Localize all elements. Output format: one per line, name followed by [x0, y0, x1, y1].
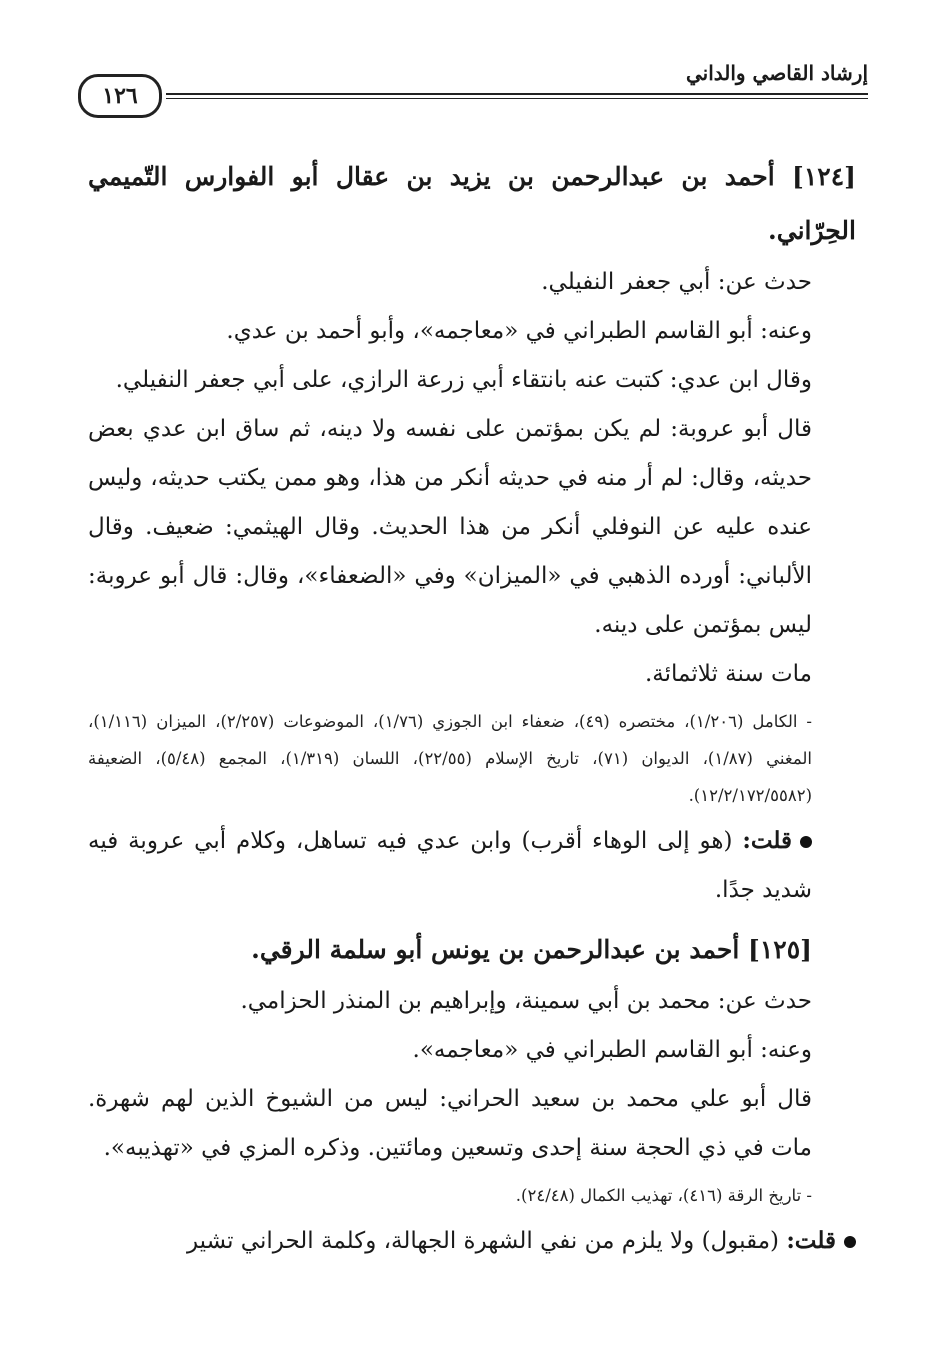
- book-title: إرشاد القاصي والداني: [685, 61, 868, 85]
- page-number: ١٢٦: [78, 74, 162, 118]
- entry-125-title: [١٢٥] أحمد بن عبدالرحمن بن يونس أبو سلمة الرقي.: [251, 935, 812, 964]
- bullet-icon: [844, 1236, 856, 1248]
- entry-125-assessment: قال أبو علي محمد بن سعيد الحراني: ليس من الشيوخ الذين لهم شهرة. مات في ذي الحجة سنة إحدى وتسعين ومائتين. وذكره المزي في «تهذيبه».: [88, 1086, 812, 1161]
- entry-124-assessment: قال أبو عروبة: لم يكن بمؤتمن على نفسه ولا دينه، ثم ساق ابن عدي بعض حديثه، وقال: لم أر منه في حديثه أنكر من هذا، وهو ممن يكتب حديثه، وليس عنده عليه عن النوفلي أنكر من هذا الحديث. وقال الهيثمي: ضعيف. وقال الألباني: أورده الذهبي في «الميزان» وفي «الضعفاء»، وقال: قال أبو عروبة: ليس بمؤتمن على دينه.: [88, 416, 812, 638]
- entry-125-narrated-from: حدث عن: محمد بن أبي سمينة، وإبراهيم بن المنذر الحزامي.: [240, 988, 812, 1014]
- header-rule: [166, 93, 868, 95]
- entry-124-narrators: وعنه: أبو القاسم الطبراني في «معاجمه»، وأبو أحمد بن عدي.: [226, 318, 812, 344]
- entry-124-title: [١٢٤] أحمد بن عبدالرحمن بن يزيد بن عقال أبو الفوارس التّميمي الحِرّاني.: [88, 162, 856, 245]
- running-header: [78, 55, 868, 115]
- entry-125-sources: - تاريخ الرقة (٤١٦)، تهذيب الكمال (٢٤/٤٨).: [515, 1186, 812, 1205]
- qult-label: قلت:: [742, 827, 793, 854]
- entry-125-narrators: وعنه: أبو القاسم الطبراني في «معاجمه».: [412, 1037, 812, 1063]
- page-body: [88, 150, 856, 1266]
- entry-124-conclusion: [88, 816, 856, 915]
- entry-124-death: مات سنة ثلاثمائة.: [644, 661, 812, 687]
- qult-label: قلت:: [786, 1227, 836, 1254]
- bullet-icon: [800, 836, 812, 848]
- entry-124-ibn-adi: وقال ابن عدي: كتبت عنه بانتقاء أبي زرعة الرازي، على أبي جعفر النفيلي.: [115, 367, 812, 393]
- qult-text: (مقبول) ولا يلزم من نفي الشهرة الجهالة، وكلمة الحراني تشير: [186, 1228, 779, 1254]
- header-rule-thin: [166, 98, 868, 99]
- entry-124-sources: - الكامل (١/٢٠٦)، مختصره (٤٩)، ضعفاء ابن الجوزي (١/٧٦)، الموضوعات (٢/٢٥٧)، الميزان (١/١١٦)، المغني (١/٨٧)، الديوان (٧١)، تاريخ الإسلام (٢٢/٥٥)، اللسان (١/٣١٩)، المجمع (٥/٤٨)، الضعيفة (١٢/٢/١٧٢/٥٥٨٢).: [88, 712, 813, 805]
- qult-text: (هو إلى الوهاء أقرب) وابن عدي فيه تساهل، وكلام أبي عروبة فيه شديد جدًا.: [88, 828, 812, 903]
- entry-125-conclusion: [88, 1216, 856, 1266]
- entry-124-narrated-from: حدث عن: أبي جعفر النفيلي.: [541, 269, 812, 295]
